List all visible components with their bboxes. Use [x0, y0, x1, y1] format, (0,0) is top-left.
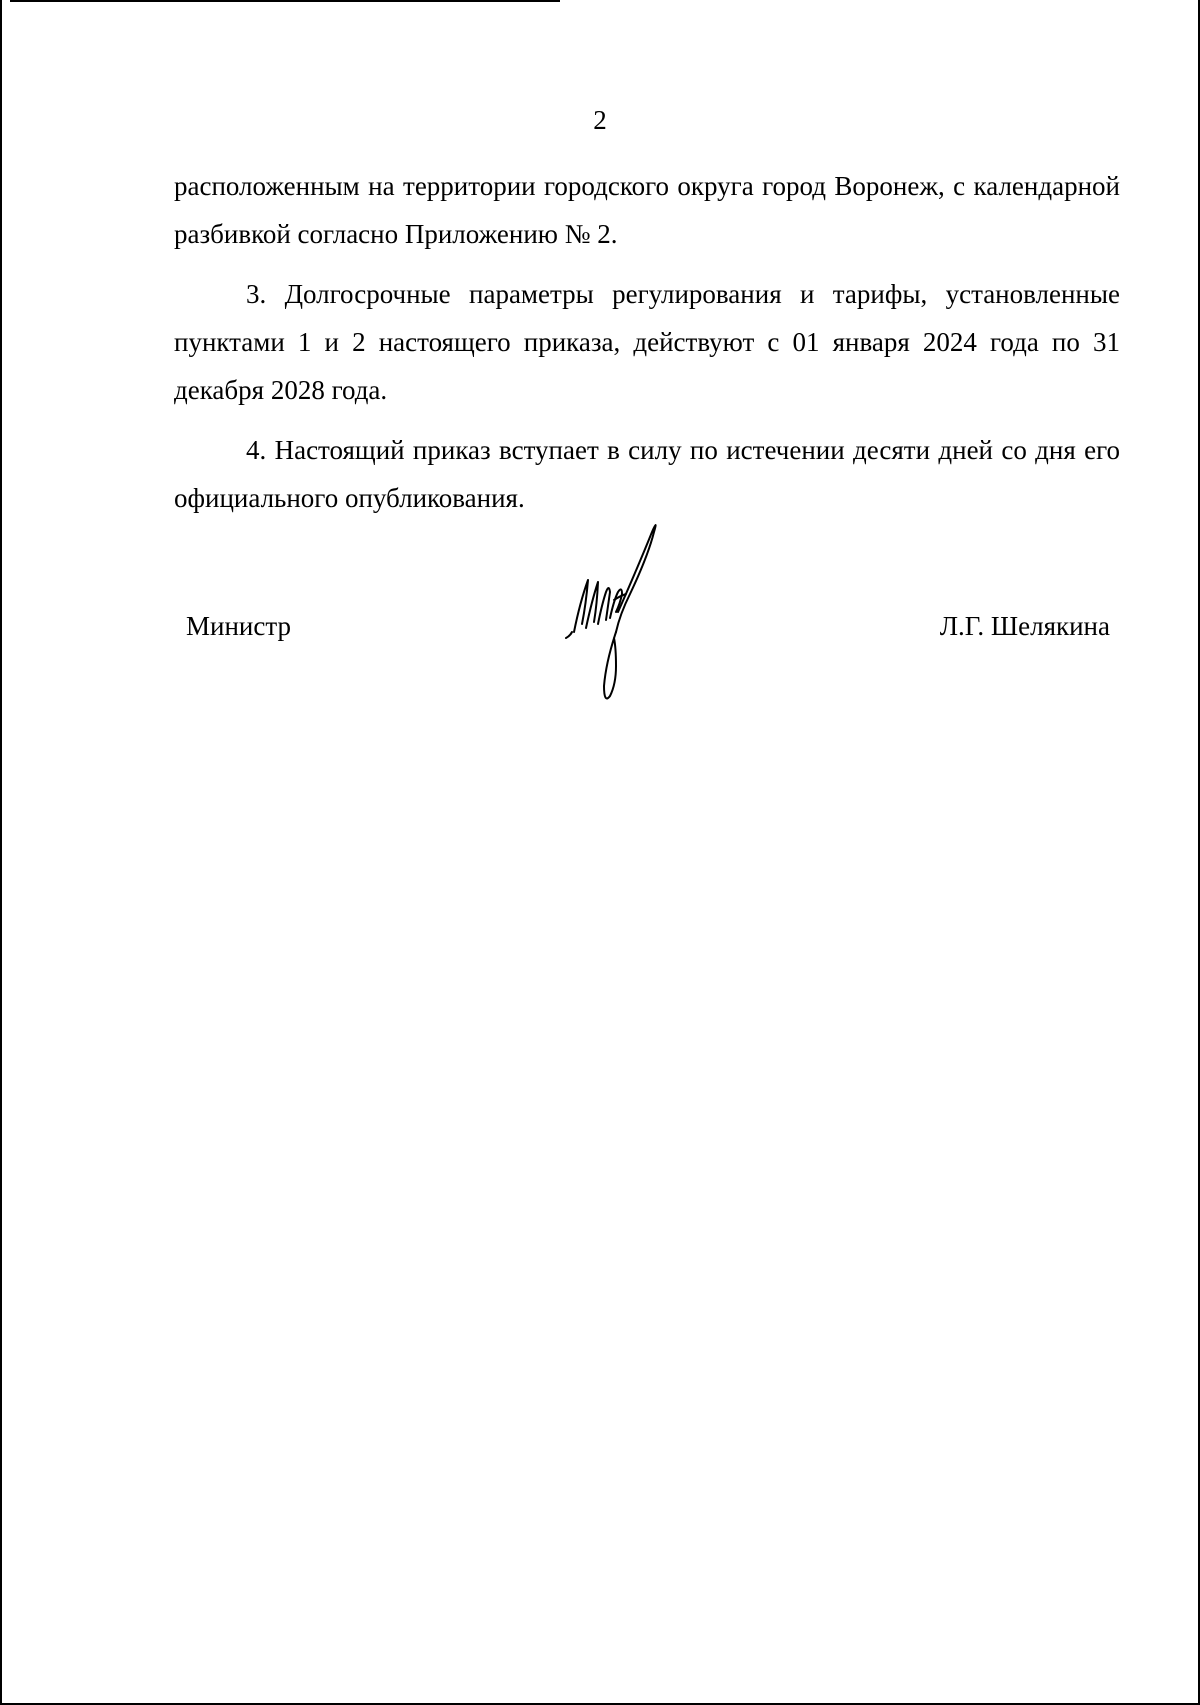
paragraph-item-4: 4. Настоящий приказ вступает в силу по истечении десяти дней со дня его официального опубликования. [174, 435, 1120, 513]
page-number: 2 [593, 105, 607, 135]
scan-edge-top [10, 0, 560, 2]
document-body [174, 162, 1120, 534]
paragraph-continuation: расположенным на территории городского округа город Воронеж, с календарной разбивкой согласно Приложению № 2. [174, 171, 1120, 249]
scan-edge-left [0, 0, 2, 1705]
signature-block [0, 520, 1200, 720]
paragraph-item-3: 3. Долгосрочные параметры регулирования и тарифы, установленные пунктами 1 и 2 настоящего приказа, действуют с 01 января 2024 года по 31 декабря 2028 года. [174, 279, 1120, 405]
handwritten-signature-icon [556, 520, 716, 710]
signatory-name: Л.Г. Шелякина [939, 611, 1110, 641]
signatory-position: Министр [186, 611, 291, 641]
